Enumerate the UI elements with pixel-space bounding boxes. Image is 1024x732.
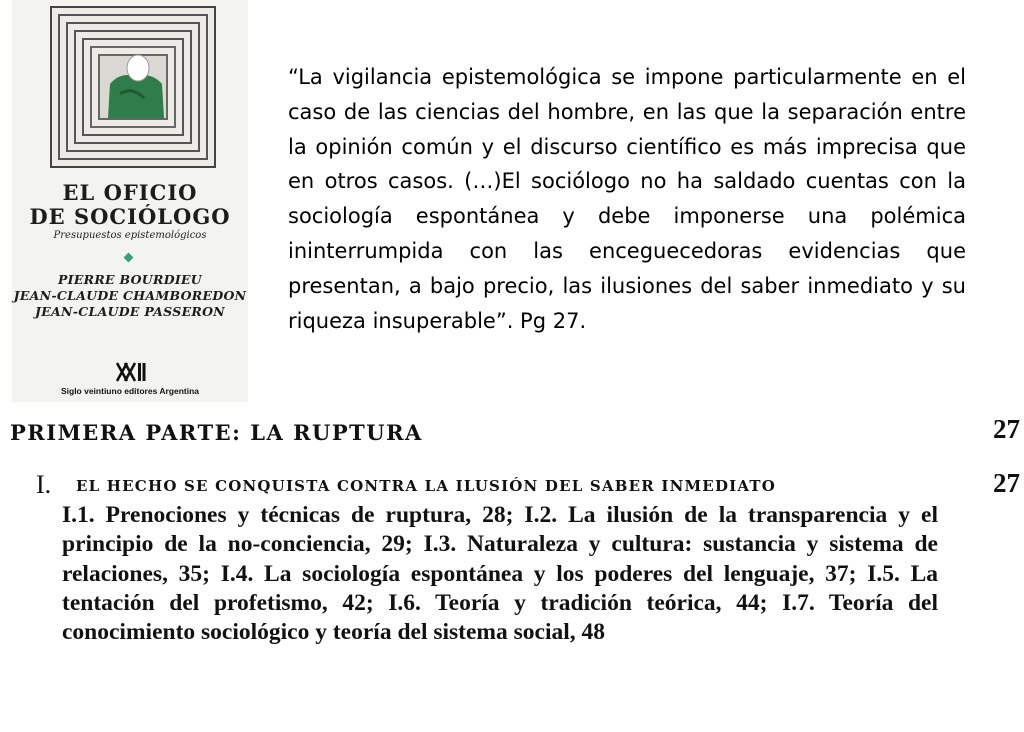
cover-title-line1: EL OFICIO [62,180,198,205]
cover-author: JEAN-CLAUDE PASSERON [34,304,225,319]
part-page-number: 27 [993,414,1020,444]
cover-author: PIERRE BOURDIEU [57,272,203,287]
book-cover [12,0,248,402]
publisher-logo-icon [116,362,146,382]
chapter-page-number: 27 [993,468,1020,498]
cover-subtitle: Presupuestos epistemológicos [53,230,207,241]
chapter-title: EL HECHO SE CONQUISTA CONTRA LA ILUSIÓN DEL SABER INMEDIATO [76,477,777,495]
cover-title-line2: DE SOCIÓLOGO [29,204,231,229]
cover-author: JEAN-CLAUDE CHAMBOREDON [13,288,247,303]
cover-illustration [50,6,216,168]
chapter-number: I. [36,470,52,499]
quote-text: “La vigilancia epistemológica se impone particularmente en el caso de las ciencias del hombre, en las que la separación entre la opinión común y el discurso científico es más imprecisa que en otros casos. (…)El sociólogo no ha saldado cuentas con la sociología espontánea y debe imponerse una polémica ininterrumpida con las enceguecedoras evidencias que presentan, a bajo precio, las ilusiones del saber inmediato y su riqueza insuperable”. Pg 27. [288,65,966,333]
part-title: PRIMERA PARTE: LA RUPTURA [10,420,423,445]
diamond-icon [124,253,134,263]
publisher-name: Siglo veintiuno editores Argentina [60,386,200,396]
chapter-sections: I.1. Prenociones y técnicas de ruptura, 28; I.2. La ilusión de la transparencia y el principio de la no-conciencia, 29; I.3. Naturaleza y cultura: sustancia y sistema de relaciones, 35; I.4. La sociología espontánea y los poderes del lenguaje, 37; I.5. La tentación del profetismo, 42; I.6. Teoría y tradición teórica, 44; I.7. Teoría del conocimiento sociológico y teoría del sistema social, 48 [62,502,938,646]
